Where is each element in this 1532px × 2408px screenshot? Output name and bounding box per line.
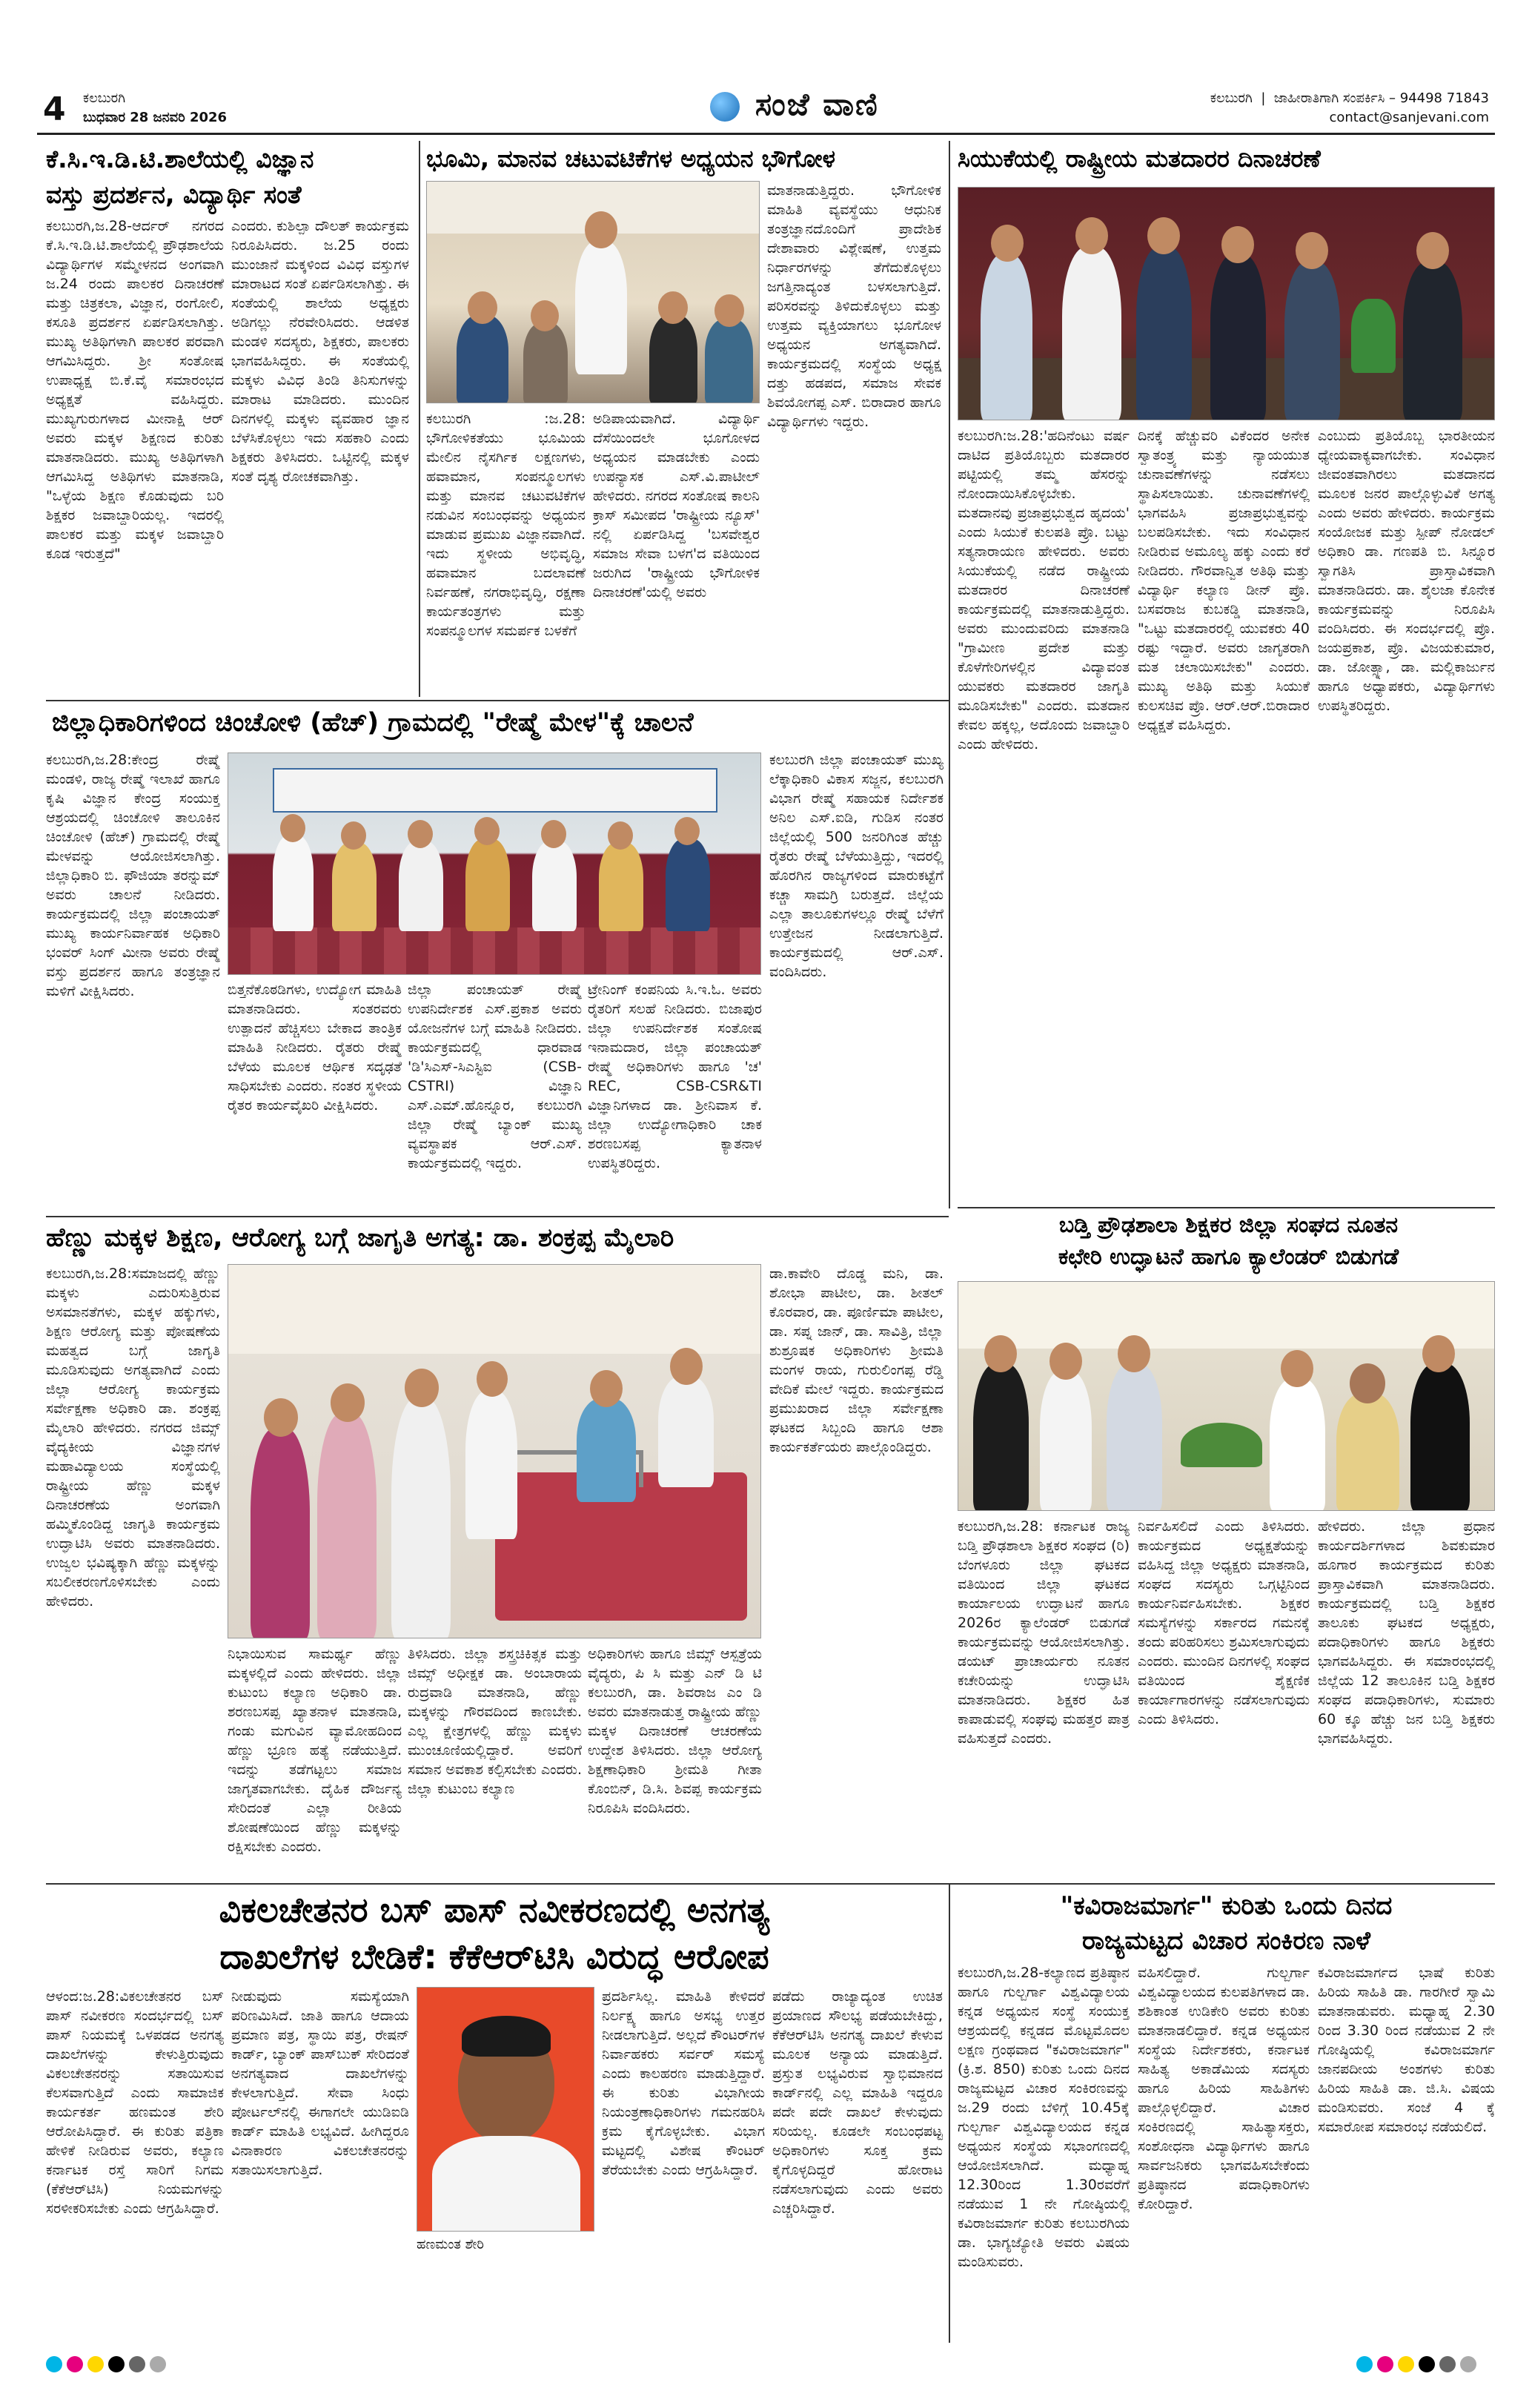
color-swatch (129, 2356, 145, 2372)
kavi-headline (958, 1892, 1495, 1956)
bus-headline (46, 1891, 943, 1977)
teachers-col-3: ಹೇಳಿದರು. ಜಿಲ್ಲಾ ಪ್ರಧಾನ ಕಾರ್ಯದರ್ಶಿಗಳಾದ ಶಿವಕುಮಾರ ಹೂಗಾರ ಕಾರ್ಯಕ್ರಮದ ಕುರಿತು ಪ್ರಾಸ್ತಾವಿಕವಾಗಿ ಮಾತನಾಡಿದರು. ಕಾರ್ಯಕ್ರಮದಲ್ಲಿ ಬಡ್ತಿ ಶಿಕ್ಷಕರ ತಾಲೂಕು ಘಟಕದ ಅಧ್ಯಕ್ಷರು, ಪದಾಧಿಕಾರಿಗಳು ಹಾಗೂ ಶಿಕ್ಷಕರು ಭಾಗವಹಿಸಿದ್ದರು. ಈ ಸಮಾರಂಭದಲ್ಲಿ ಜಿಲ್ಲೆಯ 12 ತಾಲೂಕಿನ ಬಡ್ತಿ ಶಿಕ್ಷಕರ ಸಂಘದ ಪದಾಧಿಕಾರಿಗಳು, ಸುಮಾರು 60 ಕ್ಕೂ ಹೆಚ್ಚು ಜನ ಬಡ್ತಿ ಶಿಕ್ಷಕರು ಭಾಗವಹಿಸಿದ್ದರು. (1318, 1518, 1495, 1747)
silk-headline: ಜಿಲ್ಲಾಧಿಕಾರಿಗಳಿಂದ ಚಿಂಚೋಳಿ (ಹೆಚ್) ಗ್ರಾಮದಲ್ಲಿ "ರೇಷ್ಮೆ ಮೇಳ"ಕ್ಕೆ ಚಾಲನೆ (52, 708, 694, 738)
color-swatch (87, 2356, 104, 2372)
silk-col-1: ಕಲಬುರಗಿ,ಜ.28:ಕೇಂದ್ರ ರೇಷ್ಮೆ ಮಂಡಳಿ, ರಾಜ್ಯ ರೇಷ್ಮೆ ಇಲಾಖೆ ಹಾಗೂ ಕೃಷಿ ವಿಜ್ಞಾನ ಕೇಂದ್ರ ಸಂಯುಕ್ತ ಆಶ್ರಯದಲ್ಲಿ ಚಿಂಚೋಳಿ ತಾಲೂಕಿನ ಚಿಂಚೋಳಿ (ಹೆಚ್) ಗ್ರಾಮದಲ್ಲಿ ರೇಷ್ಮೆ ಮೇಳವನ್ನು ಆಯೋಜಿಸಲಾಗಿತ್ತು. ಜಿಲ್ಲಾಧಿಕಾರಿ ಬಿ. ಫೌಜಿಯಾ ತರನ್ನುಮ್ ಅವರು ಚಾಲನೆ ನೀಡಿದರು. ಕಾರ್ಯಕ್ರಮದಲ್ಲಿ ಜಿಲ್ಲಾ ಪಂಚಾಯತ್ ಮುಖ್ಯ ಕಾರ್ಯನಿರ್ವಾಹಕ ಅಧಿಕಾರಿ ಭಂವರ್ ಸಿಂಗ್ ಮೀನಾ ಅವರು ರೇಷ್ಮೆ ವಸ್ತು ಪ್ರದರ್ಶನ ಹಾಗೂ ತಂತ್ರಜ್ಞಾನ ಮಳಿಗೆ ವೀಕ್ಷಿಸಿದರು. (46, 752, 220, 999)
bus-headline-line1: ವಿಕಲಚೇತನರ ಬಸ್ ಪಾಸ್ ನವೀಕರಣದಲ್ಲಿ ಅನಗತ್ಯ (219, 1890, 770, 1930)
bus-col-4: ಪಡೆದು ರಾಜ್ಯಾದ್ಯಂತ ಉಚಿತ ಪ್ರಯಾಣದ ಸೌಲಭ್ಯ ಪಡೆಯಬೇಕಿದ್ದು, ಕೆಕೆಆರ್‌ಟಿಸಿ ಅನಗತ್ಯ ದಾಖಲೆ ಕೇಳುವ ಮೂಲಕ ಅನ್ಯಾಯ ಮಾಡುತ್ತಿದೆ. ಪ್ರಸ್ತುತ ಲಭ್ಯವಿರುವ ಸ್ವಾಭಿಮಾನದ ಕಾರ್ಡ್‌ನಲ್ಲಿ ಎಲ್ಲ ಮಾಹಿತಿ ಇದ್ದರೂ ಪದೇ ಪದೇ ದಾಖಲೆ ಕೇಳುವುದು ಸರಿಯಲ್ಲ. ಕೂಡಲೇ ಸಂಬಂಧಪಟ್ಟ ಅಧಿಕಾರಿಗಳು ಸೂಕ್ತ ಕ್ರಮ ಕೈಗೊಳ್ಳದಿದ್ದರೆ ಹೋರಾಟ ನಡೆಸಲಾಗುವುದು ಎಂದು ಅವರು ಎಚ್ಚರಿಸಿದ್ದಾರೆ. (772, 1988, 943, 2217)
teachers-headline-line2: ಕಛೇರಿ ಉದ್ಘಾಟನೆ ಹಾಗೂ ಕ್ಯಾಲೆಂಡರ್ ಬಿಡುಗಡೆ (1058, 1243, 1399, 1270)
ad-contact: ಜಾಹೀರಾತಿಗಾಗಿ ಸಂಪರ್ಕಿಸಿ – 94498 71843 (1273, 90, 1489, 106)
voters-headline: ಸಿಯುಕೆಯಲ್ಲಿ ರಾಷ್ಟ್ರೀಯ ಮತದಾರರ ದಿನಾಚರಣೆ (958, 145, 1321, 173)
section-rule (46, 700, 949, 701)
silk-col-4: ಟ್ರೇನಿಂಗ್ ಕಂಪನಿಯ ಸಿ.ಇ.ಓ. ಅವರು ರೈತರಿಗೆ ಸಲಹೆ ನೀಡಿದರು. ಬಿಜಾಪುರ ಜಿಲ್ಲಾ ಉಪನಿರ್ದೇಶಕ ಸಂತೋಷ ಇನಾಮದಾರ, ಜಿಲ್ಲಾ ಪಂಚಾಯತ್ ರೇಷ್ಮೆ ಅಧಿಕಾರಿಗಳು ಹಾಗೂ 'ಚ' REC, CSB-CSR&TI ವಿಜ್ಞಾನಿಗಳಾದ ಡಾ. ಶ್ರೀನಿವಾಸ ಕೆ. ಜಿಲ್ಲಾ ಉದ್ಯೋಗಾಧಿಕಾರಿ ಚಾಕ ಶರಣಬಸಪ್ಪ ಕ್ಯಾತನಾಳ ಉಪಸ್ಥಿತರಿದ್ದರು. (588, 982, 762, 1171)
kavi-col-2: ವಹಿಸಲಿದ್ದಾರೆ. ಗುಲ್ಬರ್ಗಾ ವಿಶ್ವವಿದ್ಯಾಲಯದ ಕುಲಪತಿಗಳಾದ ಡಾ. ಶಶಿಕಾಂತ ಉಡಿಕೇರಿ ಅವರು ಕುರಿತು ಮಾತನಾಡಲಿದ್ದಾರೆ. ಕನ್ನಡ ಅಧ್ಯಯನ ಸಂಸ್ಥೆಯ ನಿರ್ದೇಶಕರು, ಕರ್ನಾಟಕ ಸಾಹಿತ್ಯ ಅಕಾಡೆಮಿಯ ಸದಸ್ಯರು ಹಾಗೂ ಹಿರಿಯ ಸಾಹಿತಿಗಳು ಪಾಲ್ಗೊಳ್ಳಲಿದ್ದಾರೆ. ವಿಚಾರ ಸಂಕಿರಣದಲ್ಲಿ ಸಾಹಿತ್ಯಾಸಕ್ತರು, ಸಂಶೋಧನಾ ವಿದ್ಯಾರ್ಥಿಗಳು ಹಾಗೂ ಸಾರ್ವಜನಿಕರು ಭಾಗವಹಿಸಬೇಕೆಂದು ಪ್ರತಿಷ್ಠಾನದ ಪದಾಧಿಕಾರಿಗಳು ಕೋರಿದ್ದಾರೆ. (1138, 1965, 1310, 2212)
color-swatch (1419, 2356, 1435, 2372)
girls-col-3: ತಿಳಿಸಿದರು. ಜಿಲ್ಲಾ ಶಸ್ತ್ರಚಿಕಿತ್ಸಕ ಮತ್ತು ಜಿಮ್ಸ್ ಅಧೀಕ್ಷಕ ಡಾ. ಅಂಬಾರಾಯ ರುದ್ರವಾಡಿ ಮಾತನಾಡಿ, ಹೆಣ್ಣು ಮಕ್ಕಳನ್ನು ಗೌರವದಿಂದ ಕಾಣಬೇಕು. ಎಲ್ಲ ಕ್ಷೇತ್ರಗಳಲ್ಲಿ ಹೆಣ್ಣು ಮಕ್ಕಳು ಮುಂಚೂಣಿಯಲ್ಲಿದ್ದಾರೆ. ಅವರಿಗೆ ಸಮಾನ ಅವಕಾಶ ಕಲ್ಪಿಸಬೇಕು ಎಂದರು. ಜಿಲ್ಲಾ ಕುಟುಂಬ ಕಲ್ಯಾಣ (408, 1646, 582, 1797)
girls-col-1: ಕಲಬುರಗಿ,ಜ.28:ಸಮಾಜದಲ್ಲಿ ಹೆಣ್ಣು ಮಕ್ಕಳು ಎದುರಿಸುತ್ತಿರುವ ಅಸಮಾನತೆಗಳು, ಮಕ್ಕಳ ಹಕ್ಕುಗಳು, ಶಿಕ್ಷಣ ಆರೋಗ್ಯ ಮತ್ತು ಪೋಷಣೆಯ ಮಹತ್ವದ ಬಗ್ಗೆ ಜಾಗೃತಿ ಮೂಡಿಸುವುದು ಅಗತ್ಯವಾಗಿದೆ ಎಂದು ಜಿಲ್ಲಾ ಆರೋಗ್ಯ ಕಾರ್ಯಕ್ರಮ ಸರ್ವೇಕ್ಷಣಾ ಅಧಿಕಾರಿ ಡಾ. ಶಂಕ್ರಪ್ಪ ಮೈಲಾರಿ ಹೇಳಿದರು. ನಗರದ ಜಿಮ್ಸ್ ವೈದ್ಯಕೀಯ ವಿಜ್ಞಾನಗಳ ಮಹಾವಿದ್ಯಾಲಯ ಸಂಸ್ಥೆಯಲ್ಲಿ ರಾಷ್ಟ್ರೀಯ ಹೆಣ್ಣು ಮಕ್ಕಳ ದಿನಾಚರಣೆಯ ಅಂಗವಾಗಿ ಹಮ್ಮಿಕೊಂಡಿದ್ದ ಜಾಗೃತಿ ಕಾರ್ಯಕ್ರಮ ಉದ್ಘಾಟಿಸಿ ಅವರು ಮಾತನಾಡಿದರು. ಉಜ್ವಲ ಭವಿಷ್ಯಕ್ಕಾಗಿ ಹೆಣ್ಣು ಮಕ್ಕಳನ್ನು ಸಬಲೀಕರಣಗೊಳಿಸಬೇಕು ಎಂದು ಹೇಳಿದರು. (46, 1266, 220, 1610)
color-swatch (150, 2356, 166, 2372)
section-rule (46, 1883, 1495, 1885)
header-right-city: ಕಲಬುರಗಿ (1210, 90, 1253, 106)
teachers-headline-line1: ಬಡ್ತಿ ಪ್ರೌಢಶಾಲಾ ಶಿಕ್ಷಕರ ಜಿಲ್ಲಾ ಸಂಘದ ನೂತನ (1058, 1212, 1399, 1238)
registration-marks-right (1356, 2356, 1481, 2372)
section-rule (46, 1216, 949, 1217)
girls-col-5: ಡಾ.ಕಾವೇರಿ ದೊಡ್ಡ ಮನಿ, ಡಾ. ಶೋಭಾ ಪಾಟೀಲ, ಡಾ. ಶೀತಲ್ ಕೊರವಾರ, ಡಾ. ಪೂರ್ಣಿಮಾ ಪಾಟೀಲ, ಡಾ. ಸಪ್ನ ಜಾನ್, ಡಾ. ಸಾವಿತ್ರಿ, ಜಿಲ್ಲಾ ಶುಶ್ರೂಷಕ ಅಧಿಕಾರಿಗಳು ಶ್ರೀಮತಿ ಮಂಗಳ ರಾಯ, ಗುರುಲಿಂಗಪ್ಪ ರೆಡ್ಡಿ ವೇದಿಕೆ ಮೇಲೆ ಇದ್ದರು. ಕಾರ್ಯಕ್ರಮದ ಪ್ರಮುಖರಾದ ಜಿಲ್ಲಾ ಸರ್ವೇಕ್ಷಣಾ ಘಟಕದ ಸಿಬ್ಬಂದಿ ಹಾಗೂ ಆಶಾ ಕಾರ್ಯಕರ್ತೆಯರು ಪಾಲ್ಗೊಂಡಿದ್ದರು. (769, 1266, 944, 1455)
page-number: 4 (43, 90, 66, 128)
voters-col-3: ಎಂಬುದು ಪ್ರತಿಯೊಬ್ಬ ಭಾರತೀಯನ ಧ್ಯೇಯವಾಕ್ಯವಾಗಬೇಕು. ಸಂವಿಧಾನ ಜೀವಂತವಾಗಿರಲು ಮತದಾನದ ಮೂಲಕ ಜನರ ಪಾಲ್ಗೊಳ್ಳುವಿಕೆ ಅಗತ್ಯ ಎಂದು ಅವರು ಹೇಳಿದರು. ಕಾರ್ಯಕ್ರಮ ಸಂಯೋಜಕ ಮತ್ತು ಸ್ಪೀಪ್ ನೋಡಲ್ ಅಧಿಕಾರಿ ಡಾ. ಗಣಪತಿ ಬಿ. ಸಿನ್ನೂರ ಸ್ವಾಗತಿಸಿ ಪ್ರಾಸ್ತಾವಿಕವಾಗಿ ಮಾತನಾಡಿದರು. ಡಾ. ಶೈಲಜಾ ಕೊನೇಕ ಕಾರ್ಯಕ್ರಮವನ್ನು ನಿರೂಪಿಸಿ ವಂದಿಸಿದರು. ಈ ಸಂದರ್ಭದಲ್ಲಿ ಪ್ರೊ. ಜಯಪ್ರಕಾಶ, ಪ್ರೊ. ವಿಜಯಕುಮಾರ, ಡಾ. ಜೋತ್ಸ್ನಾ, ಡಾ. ಮಲ್ಲಿಕಾರ್ಜುನ ಹಾಗೂ ಅಧ್ಯಾಪಕರು, ವಿದ್ಯಾರ್ಥಿಗಳು ಉಪಸ್ಥಿತರಿದ್ದರು. (1318, 428, 1495, 714)
kavi-headline-line2: ರಾಜ್ಯಮಟ್ಟದ ವಿಚಾರ ಸಂಕಿರಣ ನಾಳೆ (1082, 1926, 1370, 1956)
kavi-col-1: ಕಲಬುರಗಿ,ಜ.28-ಕಲ್ಯಾಣದ ಪ್ರತಿಷ್ಠಾನ ಹಾಗೂ ಗುಲ್ಬರ್ಗಾ ವಿಶ್ವವಿದ್ಯಾಲಯ ಕನ್ನಡ ಅಧ್ಯಯನ ಸಂಸ್ಥೆ ಸಂಯುಕ್ತ ಆಶ್ರಯದಲ್ಲಿ ಕನ್ನಡದ ಮೊಟ್ಟಮೊದಲ ಲಕ್ಷಣ ಗ್ರಂಥವಾದ "ಕವಿರಾಜಮಾರ್ಗ" (ಕ್ರಿ.ಶ. 850) ಕುರಿತು ಒಂದು ದಿನದ ರಾಜ್ಯಮಟ್ಟದ ವಿಚಾರ ಸಂಕಿರಣವನ್ನು ಜ.29 ರಂದು ಬೆಳಿಗ್ಗೆ 10.45ಕ್ಕೆ ಗುಲ್ಬರ್ಗಾ ವಿಶ್ವವಿದ್ಯಾಲಯದ ಕನ್ನಡ ಅಧ್ಯಯನ ಸಂಸ್ಥೆಯ ಸಭಾಂಗಣದಲ್ಲಿ ಆಯೋಜಿಸಲಾಗಿದೆ. ಮಧ್ಯಾಹ್ನ 12.30ರಿಂದ 1.30ರವರೆಗೆ ನಡೆಯುವ 1 ನೇ ಗೋಷ್ಠಿಯಲ್ಲಿ ಕವಿರಾಜಮಾರ್ಗ ಕುರಿತು ಕಲಬುರಗಿಯ ಡಾ. ಭಾಗ್ಯಜ್ಯೋತಿ ಅವರು ವಿಷಯ ಮಂಡಿಸುವರು. (958, 1965, 1130, 2270)
teachers-col-2: ನಿರ್ವಹಿಸಲಿದೆ ಎಂದು ತಿಳಿಸಿದರು. ಕಾರ್ಯಕ್ರಮದ ಅಧ್ಯಕ್ಷತೆಯನ್ನು ವಹಿಸಿದ್ದ ಜಿಲ್ಲಾ ಅಧ್ಯಕ್ಷರು ಮಾತನಾಡಿ, ಸಂಘದ ಸದಸ್ಯರು ಒಗ್ಗಟ್ಟಿನಿಂದ ಕಾರ್ಯನಿರ್ವಹಿಸಬೇಕು. ಶಿಕ್ಷಕರ ಸಮಸ್ಯೆಗಳನ್ನು ಸರ್ಕಾರದ ಗಮನಕ್ಕೆ ತಂದು ಪರಿಹರಿಸಲು ಶ್ರಮಿಸಲಾಗುವುದು ಎಂದರು. ಮುಂದಿನ ದಿನಗಳಲ್ಲಿ ಸಂಘದ ವತಿಯಿಂದ ಶೈಕ್ಷಣಿಕ ಕಾರ್ಯಾಗಾರಗಳನ್ನು ನಡೆಸಲಾಗುವುದು ಎಂದು ತಿಳಿಸಿದರು. (1138, 1518, 1310, 1727)
header-dateline (83, 89, 227, 128)
color-swatch (1460, 2356, 1476, 2372)
color-swatch (67, 2356, 83, 2372)
column-rule (949, 141, 950, 1208)
column-rule (419, 141, 420, 697)
teachers-col-1: ಕಲಬುರಗಿ,ಜ.28: ಕರ್ನಾಟಕ ರಾಜ್ಯ ಬಡ್ತಿ ಪ್ರೌಢಶಾಲಾ ಶಿಕ್ಷಕರ ಸಂಘದ (ರಿ) ಬೆಂಗಳೂರು ಜಿಲ್ಲಾ ಘಟಕದ ವತಿಯಿಂದ ಜಿಲ್ಲಾ ಘಟಕದ ಕಾರ್ಯಾಲಯ ಉದ್ಘಾಟನೆ ಹಾಗೂ 2026ರ ಕ್ಯಾಲೆಂಡರ್ ಬಿಡುಗಡೆ ಕಾರ್ಯಕ್ರಮವನ್ನು ಆಯೋಜಿಸಲಾಗಿತ್ತು. ಡಯಟ್ ಪ್ರಾಚಾರ್ಯರು ನೂತನ ಕಚೇರಿಯನ್ನು ಉದ್ಘಾಟಿಸಿ ಮಾತನಾಡಿದರು. ಶಿಕ್ಷಕರ ಹಿತ ಕಾಪಾಡುವಲ್ಲಿ ಸಂಘವು ಮಹತ್ತರ ಪಾತ್ರ ವಹಿಸುತ್ತದೆ ಎಂದರು. (958, 1518, 1130, 1747)
header-contact: ಕಲಬುರಗಿ | ಜಾಹೀರಾತಿಗಾಗಿ ಸಂಪರ್ಕಿಸಿ – 94498 71843 contact@sanjevani.com (1210, 89, 1489, 128)
girls-col-4: ಅಧಿಕಾರಿಗಳು ಹಾಗೂ ಜಿಮ್ಸ್ ಆಸ್ಪತ್ರೆಯ ವೈದ್ಯರು, ಪಿ ಸಿ ಮತ್ತು ಎನ್ ಡಿ ಟಿ ಕಲಬುರಗಿ, ಡಾ. ಶಿವರಾಜ ಎಂ ಡಿ ಅವರು ಮಾತನಾಡುತ್ತ ರಾಷ್ಟ್ರೀಯ ಹೆಣ್ಣು ಮಕ್ಕಳ ದಿನಾಚರಣೆ ಆಚರಣೆಯ ಉದ್ದೇಶ ತಿಳಿಸಿದರು. ಜಿಲ್ಲಾ ಆರೋಗ್ಯ ಶಿಕ್ಷಣಾಧಿಕಾರಿ ಶ್ರೀಮತಿ ಗೀತಾ ಕೊಂಬಿನ್, ಡಿ.ಸಿ. ಶಿವಪ್ಪ ಕಾರ್ಯಕ್ರಮ ನಿರೂಪಿಸಿ ವಂದಿಸಿದರು. (588, 1646, 762, 1816)
registration-marks-left (46, 2356, 170, 2372)
bhugola-headline: ಭೂಮಿ, ಮಾನವ ಚಟುವಟಿಕೆಗಳ ಅಧ್ಯಯನ ಭೌಗೋಳ (426, 145, 835, 173)
voters-col-2: ದಿನಕ್ಕೆ ಹೆಚ್ಚುವರಿ ವಿಕೆಂದರ ಅನೇಕ ಸ್ವಾತಂತ್ರ್ಯ ಮತ್ತು ನ್ಯಾಯಯುತ ಚುನಾವಣೆಗಳನ್ನು ನಡೆಸಲು ಸ್ಥಾಪಿಸಲಾಯಿತು. ಚುನಾವಣೆಗಳಲ್ಲಿ ಭಾಗವಹಿಸಿ ಪ್ರಜಾಪ್ರಭುತ್ವವನ್ನು ಬಲಪಡಿಸಬೇಕು. ಇದು ಸಂವಿಧಾನ ನೀಡಿರುವ ಅಮೂಲ್ಯ ಹಕ್ಕು ಎಂದು ಕರೆ ನೀಡಿದರು. ಗೌರವಾನ್ವಿತ ಅತಿಥಿ ಮತ್ತು ವಿದ್ಯಾರ್ಥಿ ಕಲ್ಯಾಣ ಡೀನ್ ಪ್ರೊ. ಬಸವರಾಜ ಕುಬಕಡ್ಡಿ ಮಾತನಾಡಿ, "ಒಟ್ಟು ಮತದಾರರಲ್ಲಿ ಯುವಕರು 40 ರಷ್ಟು ಇದ್ದಾರೆ. ಅವರು ಜಾಗೃತರಾಗಿ ಮತ ಚಲಾಯಿಸಬೇಕು" ಎಂದರು. ಮುಖ್ಯ ಅತಿಥಿ ಮತ್ತು ಸಿಯುಕೆ ಕುಲಸಚಿವ ಪ್ರೊ. ಆರ್.ಆರ್.ಬಿರಾದಾರ ಅಧ್ಯಕ್ಷತೆ ವಹಿಸಿದ್ದರು. (1138, 428, 1310, 733)
bus-photo-caption: ಹಣಮಂತ ಶೇರಿ (417, 2237, 484, 2252)
voters-photo (958, 187, 1495, 420)
kavi-col-3: ಕವಿರಾಜಮಾರ್ಗದ ಭಾಷೆ ಕುರಿತು ಹಿರಿಯ ಸಾಹಿತಿ ಡಾ. ಗಾರಗೀರೆ ಸ್ವಾಮಿ ಮಾತನಾಡುವರು. ಮಧ್ಯಾಹ್ನ 2.30 ರಿಂದ 3.30 ರಿಂದ ನಡೆಯುವ 2 ನೇ ಗೋಷ್ಠಿಯಲ್ಲಿ ಕವಿರಾಜಮಾರ್ಗ ಜಾನಪದೀಯ ಅಂಶಗಳು ಕುರಿತು ಹಿರಿಯ ಸಾಹಿತಿ ಡಾ. ಜಿ.ಸಿ. ವಿಷಯ ಮಂಡಿಸುವರು. ಸಂಜೆ 4 ಕ್ಕೆ ಸಮಾರೋಪ ಸಮಾರಂಭ ನಡೆಯಲಿದೆ. (1318, 1965, 1495, 2135)
voters-col-1: ಕಲಬುರಗಿ:ಜ.28:'ಹದಿನೆಂಟು ವರ್ಷ ದಾಟಿದ ಪ್ರತಿಯೊಬ್ಬರು ಮತದಾರರ ಪಟ್ಟಿಯಲ್ಲಿ ತಮ್ಮ ಹೆಸರನ್ನು ನೋಂದಾಯಿಸಿಕೊಳ್ಳಬೇಕು. ಮತದಾನವು ಪ್ರಜಾಪ್ರಭುತ್ವದ ಹೃದಯ' ಎಂದು ಸಿಯುಕೆ ಕುಲಪತಿ ಪ್ರೊ. ಬಟ್ಟು ಸತ್ಯನಾರಾಯಣ ಹೇಳಿದರು. ಅವರು ಸಿಯುಕೆಯಲ್ಲಿ ನಡೆದ ರಾಷ್ಟ್ರೀಯ ಮತದಾರರ ದಿನಾಚರಣೆ ಕಾರ್ಯಕ್ರಮದಲ್ಲಿ ಮಾತನಾಡುತ್ತಿದ್ದರು. ಅವರು ಮುಂದುವರಿದು ಮಾತನಾಡಿ "ಗ್ರಾಮೀಣ ಪ್ರದೇಶ ಮತ್ತು ಕೊಳೆಗೇರಿಗಳಲ್ಲಿನ ವಿದ್ಯಾವಂತ ಯುವಕರು ಮತದಾರರ ಜಾಗೃತಿ ಮೂಡಿಸಬೇಕು" ಎಂದರು. ಮತದಾನ ಕೇವಲ ಹಕ್ಕಲ್ಲ, ಅದೊಂದು ಜವಾಬ್ದಾರಿ ಎಂದು ಹೇಳಿದರು. (958, 428, 1130, 752)
masthead (674, 86, 912, 133)
bhugola-col-2: ಅಡಿಪಾಯವಾಗಿದೆ. ವಿದ್ಯಾರ್ಥಿ ದೆಸೆಯಿಂದಲೇ ಭೂಗೋಳದ ಅಧ್ಯಯನ ಮಾಡಬೇಕು ಎಂದು ಉಪನ್ಯಾಸಕ ಎಸ್.ವಿ.ಪಾಟೀಲ್ ಹೇಳಿದರು. ನಗರದ ಸಂತೋಷ ಕಾಲನಿ ಕ್ರಾಸ್ ಸಮೀಪದ 'ರಾಷ್ಟ್ರೀಯ ನ್ಯೂಸ್' ನಲ್ಲಿ ಏರ್ಪಡಿಸಿದ್ದ 'ಬಸವೇಶ್ವರ ಸಮಾಜ ಸೇವಾ ಬಳಗ'ದ ವತಿಯಿಂದ ಜರುಗಿದ 'ರಾಷ್ಟ್ರೀಯ ಭೌಗೋಳಿಕ ದಿನಾಚರಣೆ'ಯಲ್ಲಿ ಅವರು (593, 411, 760, 601)
bus-photo (417, 1987, 594, 2232)
silk-photo (228, 752, 761, 975)
bus-col-1: ಆಳಂದ:ಜ.28:ವಿಕಲಚೇತನರ ಬಸ್ ಪಾಸ್ ನವೀಕರಣ ಸಂದರ್ಭದಲ್ಲಿ ಬಸ್ ಪಾಸ್ ನಿಯಮಕ್ಕೆ ಒಳಪಡದ ಅನಗತ್ಯ ದಾಖಲೆಗಳನ್ನು ಕೇಳುತ್ತಿರುವುದು ವಿಕಲಚೇತನರನ್ನು ಸತಾಯಿಸುವ ಕೆಲಸವಾಗುತ್ತಿದೆ ಎಂದು ಸಾಮಾಜಿಕ ಕಾರ್ಯಕರ್ತ ಹಣಮಂತ ಶೇರಿ ಆರೋಪಿಸಿದ್ದಾರೆ. ಈ ಕುರಿತು ಪತ್ರಿಕಾ ಹೇಳಿಕೆ ನೀಡಿರುವ ಅವರು, ಕಲ್ಯಾಣ ಕರ್ನಾಟಕ ರಸ್ತೆ ಸಾರಿಗೆ ನಿಗಮ (ಕೆಕೆಆರ್‌ಟಿಸಿ) ನಿಯಮಗಳನ್ನು ಸರಳೀಕರಿಸಬೇಕು ಎಂದು ಆಗ್ರಹಿಸಿದ್ದಾರೆ. (46, 1988, 224, 2217)
kcdt-col-1: ಕಲಬುರಗಿ,ಜ.28-ಆರ್ದರ್ ನಗರದ ಕೆ.ಸಿ.ಇ.ಡಿ.ಟಿ.ಶಾಲೆಯಲ್ಲಿ ಪ್ರೌಢಶಾಲೆಯ ವಿದ್ಯಾರ್ಥಿಗಳ ಸಮ್ಮೇಳನದ ಅಂಗವಾಗಿ ಜ.24 ರಂದು ಪಾಲಕರ ದಿನಾಚರಣೆ ಮತ್ತು ಚಿತ್ರಕಲಾ, ವಿಜ್ಞಾನ, ರಂಗೋಲಿ, ಕಸೂತಿ ಪ್ರದರ್ಶನ ಏರ್ಪಡಿಸಲಾಗಿತ್ತು. ಮುಖ್ಯ ಅತಿಥಿಗಳಾಗಿ ಪಾಲಕರ ಪರವಾಗಿ ಆಗಮಿಸಿದ್ದರು. ಶ್ರೀ ಸಂತೋಷ ಉಪಾಧ್ಯಕ್ಷ ಬಿ.ಕೆ.ವೈ ಸಮಾರಂಭದ ಅಧ್ಯಕ್ಷತೆ ವಹಿಸಿದ್ದರು. ಮುಖ್ಯಗುರುಗಳಾದ ಮೀನಾಕ್ಷಿ ಆರ್ ಅವರು ಮಕ್ಕಳ ಶಿಕ್ಷಣದ ಕುರಿತು ಮಾತನಾಡಿದರು. ಮುಖ್ಯ ಅತಿಥಿಗಳಾಗಿ ಆಗಮಿಸಿದ್ದ ಅತಿಥಿಗಳು ಮಾತನಾಡಿ, "ಒಳ್ಳೆಯ ಶಿಕ್ಷಣ ಕೊಡುವುದು ಬರಿ ಶಿಕ್ಷಕರ ಜವಾಬ್ದಾರಿಯಲ್ಲ. ಇದರಲ್ಲಿ ಪಾಲಕರ ಮತ್ತು ಮಕ್ಕಳ ಜವಾಬ್ದಾರಿ ಕೂಡ ಇರುತ್ತದೆ" (46, 218, 224, 562)
color-swatch (108, 2356, 125, 2372)
girls-photo (228, 1264, 761, 1638)
girls-col-2: ನಿಭಾಯಿಸುವ ಸಾಮರ್ಥ್ಯ ಹೆಣ್ಣು ಮಕ್ಕಳಲ್ಲಿದೆ ಎಂದು ಹೇಳಿದರು. ಜಿಲ್ಲಾ ಕುಟುಂಬ ಕಲ್ಯಾಣ ಅಧಿಕಾರಿ ಡಾ. ಶರಣಬಸಪ್ಪ ಖ್ಯಾತನಾಳ ಮಾತನಾಡಿ, ಗಂಡು ಮಗುವಿನ ವ್ಯಾಮೋಹದಿಂದ ಹೆಣ್ಣು ಭ್ರೂಣ ಹತ್ಯೆ ನಡೆಯುತ್ತಿದೆ. ಇದನ್ನು ತಡೆಗಟ್ಟಲು ಸಮಾಜ ಜಾಗೃತವಾಗಬೇಕು. ದೈಹಿಕ ದೌರ್ಜನ್ಯ ಸೇರಿದಂತೆ ಎಲ್ಲಾ ರೀತಿಯ ಶೋಷಣೆಯಿಂದ ಹೆಣ್ಣು ಮಕ್ಕಳನ್ನು ರಕ್ಷಿಸಬೇಕು ಎಂದರು. (228, 1646, 402, 1855)
bus-headline-line2: ದಾಖಲೆಗಳ ಬೇಡಿಕೆ: ಕೆಕೆಆರ್‌ಟಿಸಿ ವಿರುದ್ಧ ಆರೋಪ (219, 1936, 769, 1977)
color-swatch (1398, 2356, 1414, 2372)
bus-col-3: ಪ್ರದರ್ಶಿಸಿಲ್ಲ. ಮಾಹಿತಿ ಕೇಳಿದರೆ ನಿರ್ಲಕ್ಷ್ಯ ಹಾಗೂ ಅಸಭ್ಯ ಉತ್ತರ ನೀಡಲಾಗುತ್ತಿದೆ. ಅಲ್ಲದೆ ಕೌಂಟರ್‌ಗಳ ನಿರ್ವಾಹಕರು ಸರ್ವರ್ ಸಮಸ್ಯೆ ಎಂದು ಕಾಲಹರಣ ಮಾಡುತ್ತಿದ್ದಾರೆ. ಈ ಕುರಿತು ವಿಭಾಗೀಯ ನಿಯಂತ್ರಣಾಧಿಕಾರಿಗಳು ಗಮನಹರಿಸಿ ಕ್ರಮ ಕೈಗೊಳ್ಳಬೇಕು. ವಿಭಾಗ ಮಟ್ಟದಲ್ಲಿ ವಿಶೇಷ ಕೌಂಟರ್ ತೆರೆಯಬೇಕು ಎಂದು ಆಗ್ರಹಿಸಿದ್ದಾರೆ. (602, 1988, 765, 2178)
globe-icon (710, 92, 740, 122)
kcdt-headline-line1: ಕೆ.ಸಿ.ಇ.ಡಿ.ಟಿ.ಶಾಲೆಯಲ್ಲಿ ವಿಜ್ಞಾನ (46, 145, 314, 173)
bus-col-2: ನೀಡುವುದು ಸಮಸ್ಯೆಯಾಗಿ ಪರಿಣಮಿಸಿದೆ. ಜಾತಿ ಹಾಗೂ ಆದಾಯ ಪ್ರಮಾಣ ಪತ್ರ, ಸ್ಥಾಯಿ ಪತ್ರ, ರೇಷನ್ ಕಾರ್ಡ್, ಬ್ಯಾಂಕ್ ಪಾಸ್‌ಬುಕ್ ಸೇರಿದಂತೆ ಅನಗತ್ಯವಾದ ದಾಖಲೆಗಳನ್ನು ಕೇಳಲಾಗುತ್ತಿದೆ. ಸೇವಾ ಸಿಂಧು ಪೋರ್ಟಲ್‌ನಲ್ಲಿ ಈಗಾಗಲೇ ಯುಡಿಐಡಿ ಕಾರ್ಡ್ ಮಾಹಿತಿ ಲಭ್ಯವಿದೆ. ಹೀಗಿದ್ದರೂ ವಿನಾಕಾರಣ ವಿಕಲಚೇತನರನ್ನು ಸತಾಯಿಸಲಾಗುತ್ತಿದೆ. (231, 1988, 409, 2178)
color-swatch (46, 2356, 62, 2372)
header-email[interactable]: contact@sanjevani.com (1329, 110, 1489, 125)
header-city: ಕಲಬುರಗಿ (83, 90, 126, 106)
kcdt-headline-line2: ವಸ್ತು ಪ್ರದರ್ಶನ, ವಿದ್ಯಾರ್ಥಿ ಸಂತೆ (46, 179, 302, 209)
kcdt-headline (46, 145, 417, 209)
masthead-title: ಸಂಜೆ ವಾಣಿ (755, 86, 879, 122)
page-header (37, 87, 1495, 135)
kavi-headline-line1: "ಕವಿರಾಜಮಾರ್ಗ" ಕುರಿತು ಒಂದು ದಿನದ (1060, 1891, 1393, 1921)
header-date: ಬುಧವಾರ 28 ಜನವರಿ 2026 (83, 110, 228, 125)
bhugola-col-1: ಕಲಬುರಗಿ :ಜ.28: ಭೌಗೋಳಿಕತೆಯು ಭೂಮಿಯ ಮೇಲಿನ ನೈಸರ್ಗಿಕ ಲಕ್ಷಣಗಳು, ಹವಾಮಾನ, ಸಂಪನ್ಮೂಲಗಳು ಮತ್ತು ಮಾನವ ಚಟುವಟಿಕೆಗಳ ನಡುವಿನ ಸಂಬಂಧವನ್ನು ಅಧ್ಯಯನ ಮಾಡುವ ಪ್ರಮುಖ ವಿಜ್ಞಾನವಾಗಿದೆ. ಇದು ಸ್ಥಳೀಯ ಅಭಿವೃದ್ಧಿ, ಹವಾಮಾನ ಬದಲಾವಣೆ ನಿರ್ವಹಣೆ, ನಗರಾಭಿವೃದ್ಧಿ, ರಕ್ಷಣಾ ಕಾರ್ಯತಂತ್ರಗಳು ಮತ್ತು ಸಂಪನ್ಮೂಲಗಳ ಸಮರ್ಪಕ ಬಳಕೆಗೆ (426, 411, 586, 639)
silk-col-5: ಕಲಬುರಗಿ ಜಿಲ್ಲಾ ಪಂಚಾಯತ್ ಮುಖ್ಯ ಲೆಕ್ಕಾಧಿಕಾರಿ ವಿಕಾಸ ಸಜ್ಜನ, ಕಲಬುರಗಿ ವಿಭಾಗ ರೇಷ್ಮೆ ಸಹಾಯಕ ನಿರ್ದೇಶಕ ಅನಿಲ ಎಸ್.ಐಡಿ, ಗುಡಿಸ ನಂತರ ಜಿಲ್ಲೆಯಲ್ಲಿ 500 ಜನರಿಗಿಂತ ಹೆಚ್ಚು ರೈತರು ರೇಷ್ಮೆ ಬೆಳೆಯುತ್ತಿದ್ದು, ಇದರಲ್ಲಿ ಹೊರಗಿನ ರಾಜ್ಯಗಳಿಂದ ಮಾರುಕಟ್ಟೆಗೆ ಕಚ್ಚಾ ಸಾಮಗ್ರಿ ಬರುತ್ತದೆ. ಜಿಲ್ಲೆಯ ಎಲ್ಲಾ ತಾಲೂಕುಗಳಲ್ಲೂ ರೇಷ್ಮೆ ಬೆಳೆಗೆ ಉತ್ತೇಜನ ನೀಡಲಾಗುತ್ತಿದೆ. ಕಾರ್ಯಕ್ರಮದಲ್ಲಿ ಆರ್.ಎಸ್. ವಂದಿಸಿದರು. (769, 752, 944, 980)
teachers-photo (958, 1281, 1495, 1511)
kcdt-col-2: ಎಂದರು. ಕುಶಿಲ್ಪಾ ದೌಲತ್ ಕಾರ್ಯಕ್ರಮ ನಿರೂಪಿಸಿದರು. ಜ.25 ರಂದು ಮುಂಜಾನೆ ಮಕ್ಕಳಿಂದ ವಿವಿಧ ವಸ್ತುಗಳ ಮಾರಾಟದ ಸಂತೆ ಏರ್ಪಡಿಸಲಾಗಿತ್ತು. ಈ ಸಂತೆಯಲ್ಲಿ ಶಾಲೆಯ ಅಧ್ಯಕ್ಷರು ಅಡಿಗಲ್ಲು ನೆರವೇರಿಸಿದರು. ಆಡಳಿತ ಮಂಡಳಿ ಸದಸ್ಯರು, ಶಿಕ್ಷಕರು, ಪಾಲಕರು ಭಾಗವಹಿಸಿದ್ದರು. ಈ ಸಂತೆಯಲ್ಲಿ ಮಕ್ಕಳು ವಿವಿಧ ತಿಂಡಿ ತಿನಿಸುಗಳನ್ನು ಮಾರಾಟ ಮಾಡಿದರು. ಮುಂದಿನ ದಿನಗಳಲ್ಲಿ ಮಕ್ಕಳು ವ್ಯವಹಾರ ಜ್ಞಾನ ಬೆಳೆಸಿಕೊಳ್ಳಲು ಇದು ಸಹಕಾರಿ ಎಂದು ಶಿಕ್ಷಕರು ತಿಳಿಸಿದರು. ಒಟ್ಟಿನಲ್ಲಿ ಮಕ್ಕಳ ಸಂತೆ ದೃಶ್ಯ ರೋಚಕವಾಗಿತ್ತು. (231, 218, 409, 485)
color-swatch (1439, 2356, 1456, 2372)
color-swatch (1377, 2356, 1393, 2372)
color-swatch (1356, 2356, 1373, 2372)
girls-headline: ಹೆಣ್ಣು ಮಕ್ಕಳ ಶಿಕ್ಷಣ, ಆರೋಗ್ಯ ಬಗ್ಗೆ ಜಾಗೃತಿ ಅಗತ್ಯ: ಡಾ. ಶಂಕ್ರಪ್ಪ ಮೈಲಾರಿ (46, 1223, 674, 1253)
teachers-headline (964, 1213, 1493, 1270)
silk-col-2: ಬಿತ್ತನೆಕೊಠಡಿಗಳು, ಉದ್ಯೋಗ ಮಾಹಿತಿ ಮಾತನಾಡಿದರು. ಸಂತರವರು ಉತ್ಪಾದನೆ ಹೆಚ್ಚಿಸಲು ಬೇಕಾದ ತಾಂತ್ರಿಕ ಮಾಹಿತಿ ನೀಡಿದರು. ರೈತರು ರೇಷ್ಮೆ ಬೆಳೆಯ ಮೂಲಕ ಆರ್ಥಿಕ ಸದೃಢತೆ ಸಾಧಿಸಬೇಕು ಎಂದರು. ನಂತರ ಸ್ಥಳೀಯ ರೈತರ ಕಾರ್ಯವೈಖರಿ ವೀಕ್ಷಿಸಿದರು. (228, 982, 402, 1114)
bhugola-photo (426, 181, 760, 403)
bhugola-col-3: ಮಾತನಾಡುತ್ತಿದ್ದರು. ಭೌಗೋಳಿಕ ಮಾಹಿತಿ ವ್ಯವಸ್ಥೆಯು ಆಧುನಿಕ ತಂತ್ರಜ್ಞಾನದೊಂದಿಗೆ ಪ್ರಾದೇಶಿಕ ದೇಶಾವಾರು ವಿಶ್ಲೇಷಣೆ, ಉತ್ತಮ ನಿರ್ಧಾರಗಳನ್ನು ತೆಗೆದುಕೊಳ್ಳಲು ಜಗತ್ತಿನಾದ್ಯಂತ ಬಳಸಲಾಗುತ್ತಿದೆ. ಪರಿಸರವನ್ನು ತಿಳಿದುಕೊಳ್ಳಲು ಮತ್ತು ಉತ್ತಮ ವ್ಯಕ್ತಿಯಾಗಲು ಭೂಗೋಳ ಅಧ್ಯಯನ ಅಗತ್ಯವಾಗಿದೆ. ಕಾರ್ಯಕ್ರಮದಲ್ಲಿ ಸಂಸ್ಥೆಯ ಅಧ್ಯಕ್ಷ ದತ್ತು ಹಡಪದ, ಸಮಾಜ ಸೇವಕ ಶಿವಯೋಗಪ್ಪ ಎಸ್. ಬಿರಾದಾರ ಹಾಗೂ ವಿದ್ಯಾರ್ಥಿಗಳು ಇದ್ದರು. (767, 182, 941, 430)
silk-col-3: ಜಿಲ್ಲಾ ಪಂಚಾಯತ್ ರೇಷ್ಮೆ ಉಪನಿರ್ದೇಶಕ ಎಸ್.ಪ್ರಕಾಶ ಅವರು ಯೋಜನೆಗಳ ಬಗ್ಗೆ ಮಾಹಿತಿ ನೀಡಿದರು. ಕಾರ್ಯಕ್ರಮದಲ್ಲಿ ಧಾರವಾಡ 'ಡಿ'ಸಿಎಸ್-ಸಿಎಸ್ಟಿಐ (CSB-CSTRI) ವಿಜ್ಞಾನಿ ಎಸ್.ಎಮ್.ಹೊನ್ನೂರ, ಕಲಬುರಗಿ ಜಿಲ್ಲಾ ರೇಷ್ಮೆ ಬ್ಯಾಂಕ್ ಮುಖ್ಯ ವ್ಯವಸ್ಥಾಪಕ ಆರ್.ಎಸ್. ಕಾರ್ಯಕ್ರಮದಲ್ಲಿ ಇದ್ದರು. (408, 982, 582, 1171)
column-rule (949, 1883, 950, 2343)
section-rule (958, 1207, 1495, 1208)
